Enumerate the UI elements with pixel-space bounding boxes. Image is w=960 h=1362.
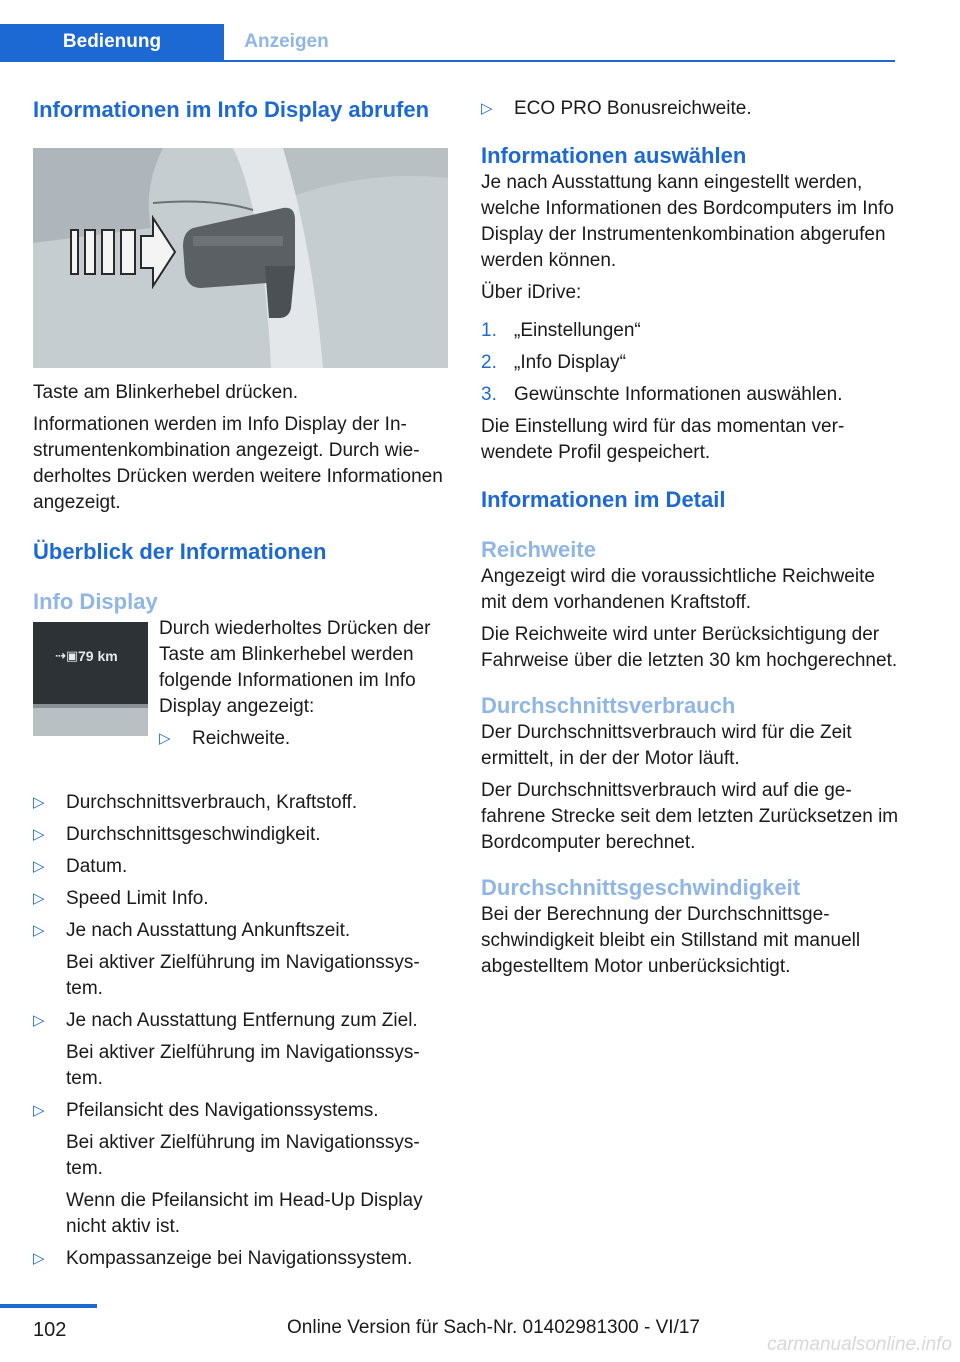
list-item: [33, 790, 448, 816]
list-item: [33, 918, 448, 1002]
fuel-range-icon: ⇢▣: [55, 648, 79, 663]
list-item-text: Pfeilansicht des Navigationssystems.: [66, 1100, 379, 1121]
list-item: [33, 1246, 448, 1272]
triangle-bullet-icon: ▷: [33, 1012, 45, 1029]
step-text: „Info Display“: [514, 352, 626, 373]
para-idrive: Über iDrive:: [481, 282, 582, 303]
watermark: carmanualsonline.info: [767, 1334, 952, 1355]
footer-rule: [0, 1304, 97, 1308]
para-verbrauch-2: Der Durchschnittsverbrauch wird auf die gefahrene Strecke seit dem letzten Zurücksetzen im Bordcomputer berechnet.: [481, 780, 899, 853]
list-item-subtext: Bei aktiver Zielführung im Navigationssystem.: [66, 1042, 420, 1089]
step-number: 1.: [481, 320, 497, 341]
steps-list: [481, 318, 899, 408]
tab-bedienung[interactable]: Bedienung: [0, 24, 224, 60]
list-item: [33, 886, 448, 912]
step-item: [481, 382, 899, 408]
subheading-reichweite: Reichweite: [481, 537, 596, 562]
para-geschwindigkeit: Bei der Berechnung der Durchschnittsgeschwindigkeit bleibt ein Stillstand mit manuell abgestelltem Motor unberücksichtigt.: [481, 904, 861, 977]
para-info-angezeigt: Informationen werden im Info Display der Instrumentenkombination angezeigt. Durch wiederholtes Drücken werden weitere Informationen angezeigt.: [33, 414, 443, 513]
tab-anzeigen[interactable]: Anzeigen: [244, 31, 329, 52]
triangle-bullet-icon: ▷: [33, 922, 45, 939]
subheading-info-display: Info Display: [33, 589, 158, 614]
display-km-value: 79 km: [78, 648, 118, 664]
heading-auswaehlen: Informationen auswählen: [481, 143, 747, 168]
triangle-bullet-icon: ▷: [33, 1250, 45, 1267]
list-item-text: Je nach Ausstattung Ankunftszeit.: [66, 920, 351, 941]
heading-ueberblick: Überblick der Informationen: [33, 539, 327, 564]
info-display-text: [159, 616, 451, 758]
triangle-bullet-icon: ▷: [33, 858, 45, 875]
step-number: 2.: [481, 352, 497, 373]
left-column: [33, 96, 448, 1278]
triangle-bullet-icon: ▷: [33, 1102, 45, 1119]
info-display-image: [33, 622, 148, 736]
heading-info-abrufen: Informationen im Info Display abrufen: [33, 97, 430, 122]
list-item: [481, 96, 899, 122]
list-item: [33, 822, 448, 848]
page-number: 102: [33, 1319, 67, 1341]
para-ausstattung: Je nach Ausstattung kann eingestellt werden, welche Informationen des Bordcomputers im Info Display der Instrumentenkombination abgerufen werden können.: [481, 172, 894, 271]
list-item-text: Durchschnittsverbrauch, Kraftstoff.: [66, 792, 358, 813]
step-number: 3.: [481, 384, 497, 405]
triangle-bullet-icon: ▷: [481, 100, 493, 117]
triangle-bullet-icon: ▷: [33, 826, 45, 843]
blinker-lever-illustration: [33, 148, 448, 368]
display-screen: [33, 622, 148, 708]
info-display-block: [33, 616, 448, 790]
list-item-text: Reichweite.: [192, 728, 291, 749]
step-item: [481, 350, 899, 376]
list-item: [33, 1098, 448, 1240]
para-verbrauch-1: Der Durchschnittsverbrauch wird für die Zeit ermittelt, in der der Motor läuft.: [481, 722, 852, 769]
list-item-text: Kompassanzeige bei Navigationssystem.: [66, 1248, 413, 1269]
list-item-subtext: Wenn die Pfeilansicht im Head-Up Display nicht aktiv ist.: [66, 1190, 423, 1237]
list-item: [33, 1008, 448, 1092]
list-item: [159, 726, 451, 752]
list-item-text: ECO PRO Bonusreichweite.: [514, 98, 752, 119]
triangle-bullet-icon: ▷: [33, 794, 45, 811]
list-item-subtext: Bei aktiver Zielführung im Navigationssystem.: [66, 952, 420, 999]
list-item: [33, 854, 448, 880]
para-reichweite-2: Die Reichweite wird unter Berücksichtigung der Fahrweise über die letzten 30 km hochgerechnet.: [481, 624, 898, 671]
triangle-bullet-icon: ▷: [33, 890, 45, 907]
list-item-text: Je nach Ausstattung Entfernung zum Ziel.: [66, 1010, 418, 1031]
list-item-subtext: Bei aktiver Zielführung im Navigationssystem.: [66, 1132, 420, 1179]
subheading-durchschnittsverbrauch: Durchschnittsverbrauch: [481, 693, 736, 718]
right-column: [481, 96, 899, 986]
step-text: Gewünschte Informationen auswählen.: [514, 384, 843, 405]
para-reichweite-1: Angezeigt wird die voraussichtliche Reichweite mit dem vorhandenen Kraftstoff.: [481, 566, 875, 613]
list-item-text: Durchschnittsgeschwindigkeit.: [66, 824, 321, 845]
list-item-text: Speed Limit Info.: [66, 888, 209, 909]
section-tabs: [0, 24, 895, 62]
para-durch-wiederholtes: Durch wiederholtes Drücken der Taste am Blinkerhebel werden folgende Informationen im Info Display angezeigt:: [159, 618, 431, 717]
triangle-bullet-icon: ▷: [159, 730, 171, 747]
para-einstellung: Die Einstellung wird für das momentan verwendete Profil gespeichert.: [481, 416, 845, 463]
online-version-note: Online Version für Sach-Nr. 01402981300 - VI/17: [287, 1317, 700, 1338]
subheading-durchschnittsgeschwindigkeit: Durchschnittsgeschwindigkeit: [481, 875, 801, 900]
heading-detail: Informationen im Detail: [481, 487, 726, 512]
list-item-text: Datum.: [66, 856, 128, 877]
step-text: „Einstellungen“: [514, 320, 641, 341]
step-item: [481, 318, 899, 344]
para-taste: Taste am Blinkerhebel drücken.: [33, 382, 299, 403]
